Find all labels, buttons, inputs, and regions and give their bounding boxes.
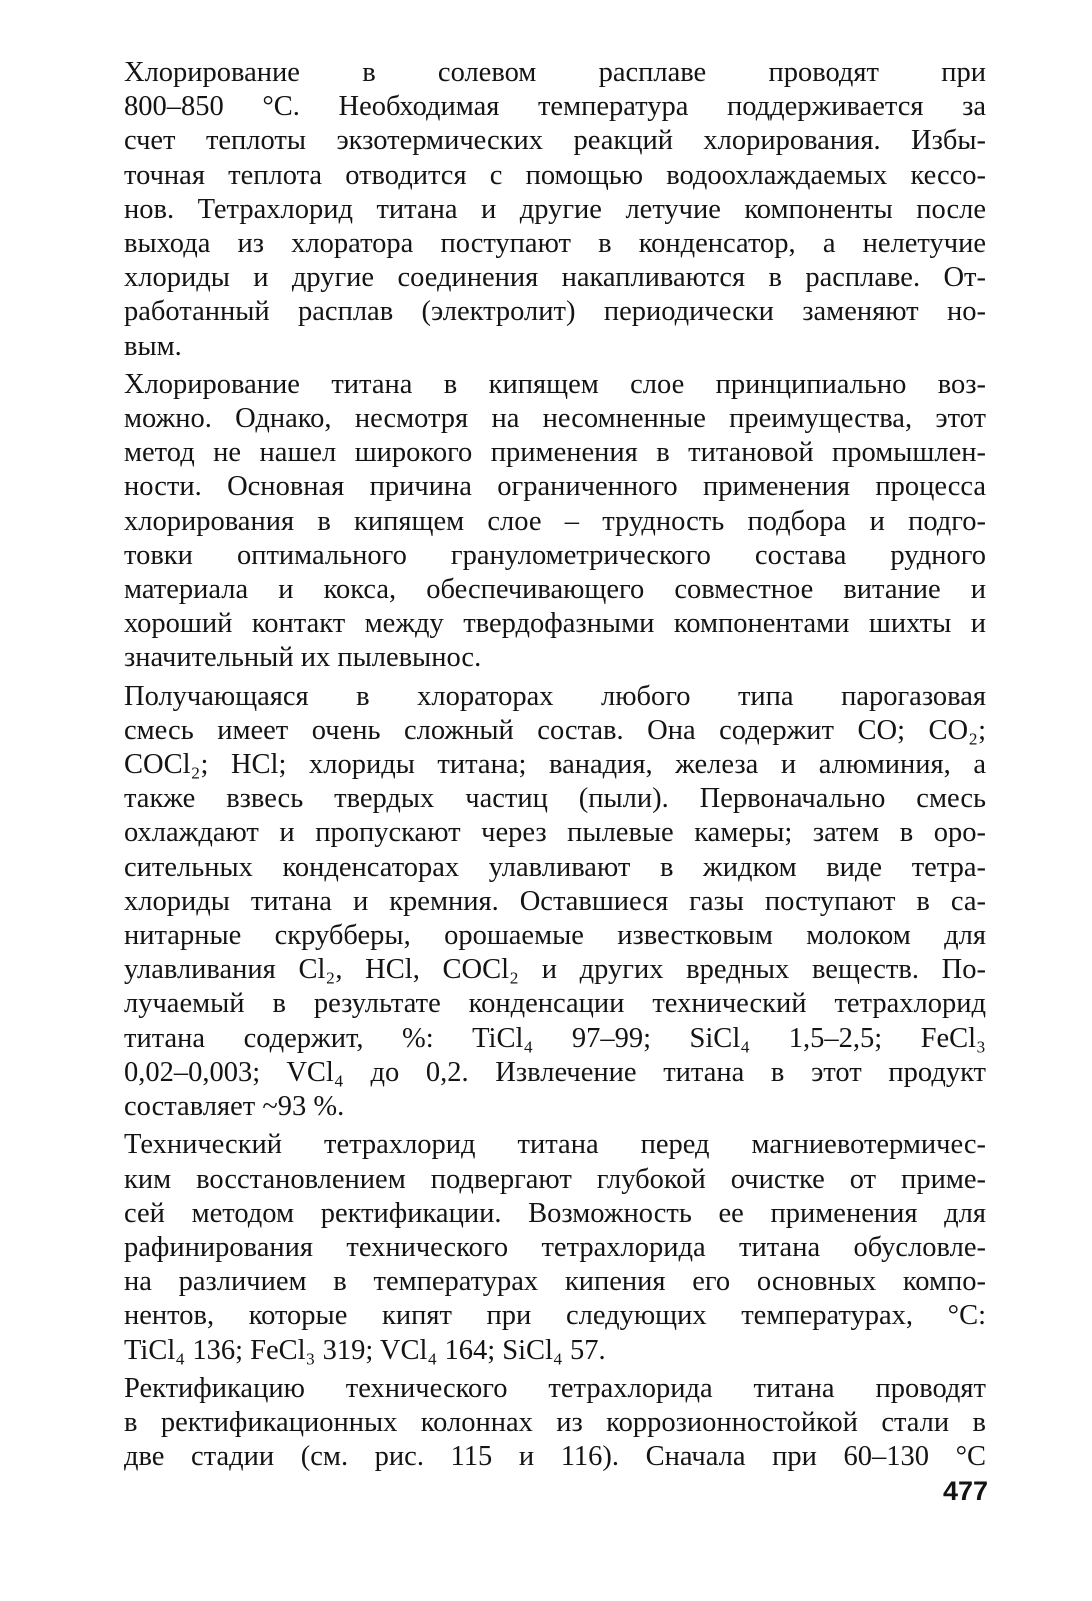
text-line: материала и кокса, обеспечивающего совместное витание и: [124, 574, 986, 606]
text-line: хлорирования в кипящем слое – трудность подбора и подго-: [124, 505, 986, 537]
page-number: 477: [942, 1476, 988, 1506]
text-line: метод не нашел широкого применения в титановой промышлен-: [124, 437, 986, 469]
text-line: Технический тетрахлорид титана перед магниевотермичес-: [124, 1129, 986, 1161]
text-line: сей методом ректификации. Возможность ее применения для: [124, 1197, 986, 1229]
text-line: охлаждают и пропускают через пылевые камеры; затем в оро-: [124, 817, 986, 849]
text-line: выхода из хлоратора поступают в конденсатор, а нелетучие: [124, 228, 986, 260]
text-line: составляет ~93 %.: [124, 1091, 345, 1123]
paragraph-2: [78, 368, 986, 676]
text-line: вым.: [124, 330, 182, 362]
text-line: лучаемый в результате конденсации технический тетрахлорид: [124, 988, 986, 1020]
text-line: ности. Основная причина ограниченного применения процесса: [124, 471, 986, 503]
text-line: TiCl₄ 136; FeCl₃ 319; VCl₄ 164; SiCl₄ 57.: [124, 1334, 606, 1366]
text-line: хлориды и другие соединения накапливаются в расплаве. От-: [124, 262, 986, 294]
text-line: COCl₂; HCl; хлориды титана; ванадия, железа и алюминия, а: [124, 749, 986, 781]
text-line: работанный расплав (электролит) периодически заменяют но-: [124, 296, 986, 328]
text-line: 0,02–0,003; VCl₄ до 0,2. Извлечение титана в этот продукт: [124, 1056, 986, 1088]
text-line: ким восстановлением подвергают глубокой очистке от приме-: [124, 1163, 986, 1195]
text-line: Хлорирование в солевом расплаве проводят при: [124, 57, 986, 88]
page-body: [78, 56, 986, 1478]
text-line: товки оптимального гранулометрического состава рудного: [124, 539, 986, 571]
text-line: Получающаяся в хлораторах любого типа парогазовая: [124, 680, 986, 712]
text-line: рафинирования технического тетрахлорида титана обусловле-: [124, 1231, 986, 1263]
text-line: также взвесь твердых частиц (пыли). Первоначально смесь: [124, 783, 986, 815]
text-line: счет теплоты экзотермических реакций хлорирования. Избы-: [124, 125, 986, 157]
paragraph-1: [78, 56, 986, 364]
text-line: Хлорирование титана в кипящем слое принципиально воз-: [124, 368, 986, 400]
text-line: на различием в температурах кипения его основных компо-: [124, 1266, 986, 1298]
paragraph-3: [78, 680, 986, 1125]
text-line: сительных конденсаторах улавливают в жидком виде тетра-: [124, 851, 986, 883]
text-line: Ректификацию технического тетрахлорида титана проводят: [124, 1372, 986, 1404]
text-line: две стадии (см. рис. 115 и 116). Сначала при 60–130 °С: [124, 1441, 986, 1473]
paragraph-5: [78, 1372, 986, 1475]
text-line: хороший контакт между твердофазными компонентами шихты и: [124, 608, 986, 640]
text-line: можно. Однако, несмотря на несомненные преимущества, этот: [124, 403, 986, 435]
text-line: хлориды титана и кремния. Оставшиеся газы поступают в са-: [124, 885, 986, 917]
text-line: нентов, которые кипят при следующих температурах, °С:: [124, 1300, 986, 1332]
paragraph-4: [78, 1128, 986, 1367]
text-line: в ректификационных колоннах из коррозионностойкой стали в: [124, 1406, 986, 1438]
text-line: нов. Тетрахлорид титана и другие летучие компоненты после: [124, 193, 986, 225]
text-line: 800–850 °С. Необходимая температура поддерживается за: [124, 91, 986, 123]
text-line: нитарные скрубберы, орошаемые известковым молоком для: [124, 920, 986, 952]
text-line: значительный их пылевынос.: [124, 642, 482, 674]
text-line: улавливания Cl₂, HCl, COCl₂ и других вредных веществ. По-: [124, 954, 986, 986]
text-line: точная теплота отводится с помощью водоохлаждаемых кессо-: [124, 159, 986, 191]
text-line: смесь имеет очень сложный состав. Она содержит CO; CO₂;: [124, 714, 986, 746]
text-line: титана содержит, %: TiCl₄ 97–99; SiCl₄ 1,5–2,5; FeCl₃: [124, 1022, 986, 1054]
